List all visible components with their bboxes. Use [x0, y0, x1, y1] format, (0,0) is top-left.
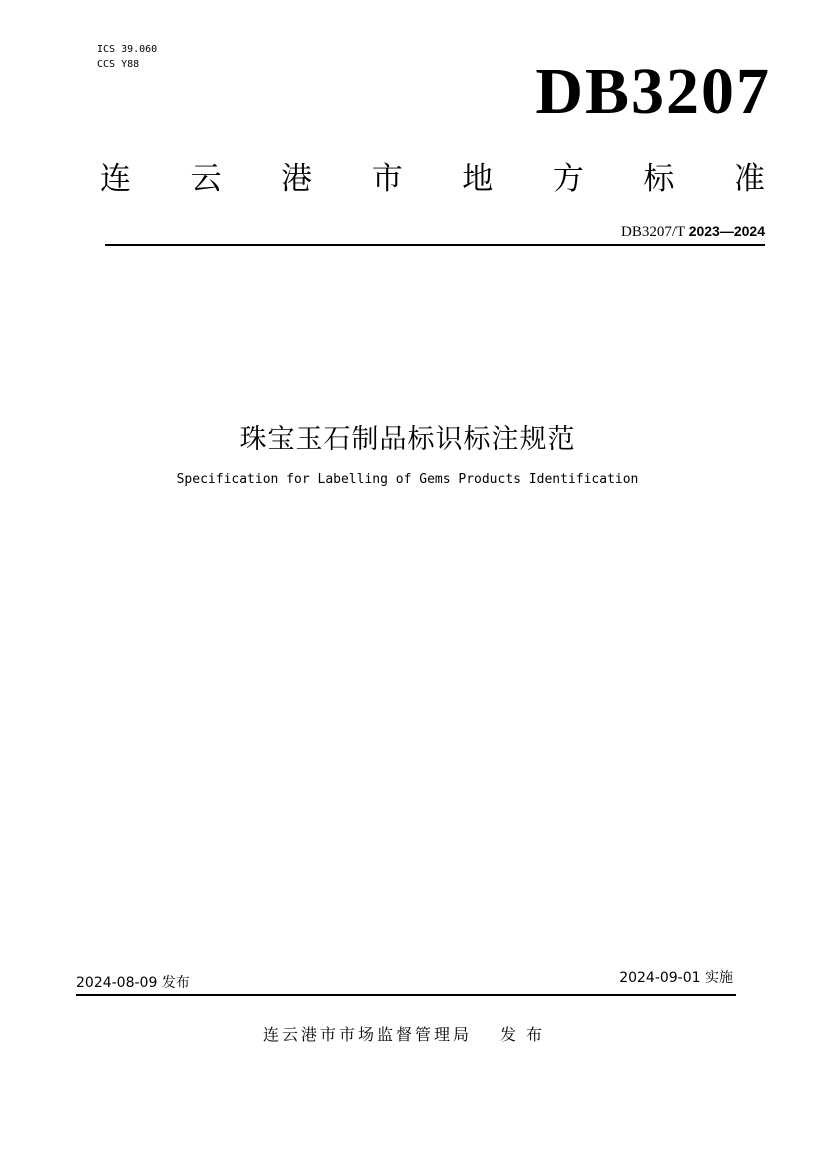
header-divider [105, 244, 765, 246]
ccs-code: CCS Y88 [97, 59, 140, 70]
standard-type-char: 港 [281, 161, 313, 197]
implementation-date: 2024-09-01 实施 [619, 970, 733, 986]
document-title-chinese: 珠宝玉石制品标识标注规范 [239, 424, 576, 455]
standard-type-char: 连 [100, 161, 131, 197]
standard-code-prefix: DB3207/T [621, 224, 689, 240]
standard-type-char: 地 [462, 161, 494, 197]
standard-mark: DB3207 [535, 55, 771, 128]
publisher-organization: 连云港市市场监督管理局 [262, 1025, 472, 1044]
footer-divider [76, 994, 736, 996]
standard-code [621, 221, 765, 242]
standard-type-char: 云 [190, 161, 222, 197]
classification-block [97, 42, 157, 72]
standard-code-year: 2023—2024 [688, 223, 765, 239]
standard-type-char: 方 [552, 161, 584, 197]
document-title-english: Specification for Labelling of Gems Products Identification [176, 472, 639, 487]
standard-type-char: 标 [643, 161, 675, 197]
standard-type-heading [100, 157, 765, 201]
publisher-action: 发布 [500, 1025, 553, 1044]
issue-date: 2024-08-09 发布 [76, 975, 190, 991]
standard-type-char: 市 [371, 161, 403, 197]
publisher-line [0, 1024, 815, 1046]
ics-code: ICS 39.060 [97, 44, 158, 55]
standard-type-char: 准 [733, 161, 765, 197]
